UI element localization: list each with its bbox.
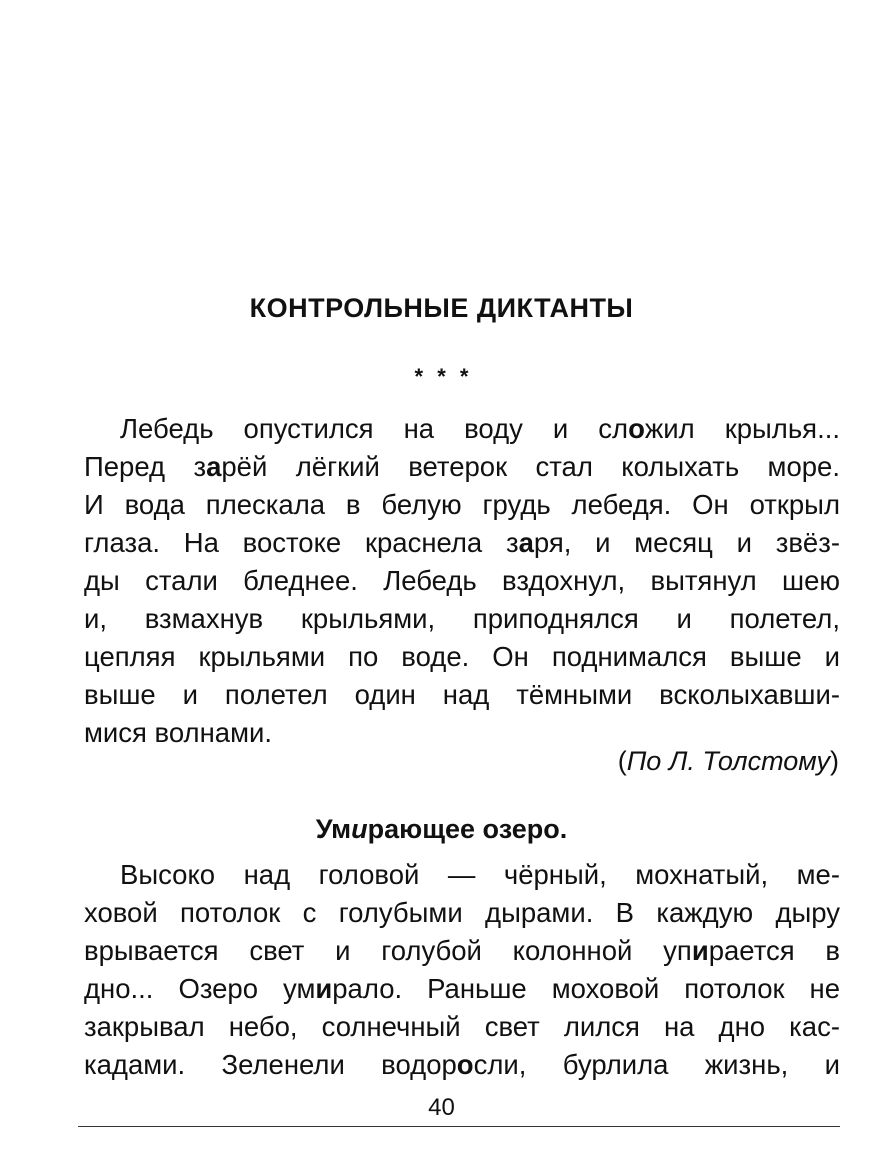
text2-line-5: закрывал небо, солнечный свет лился на дно кас- [84, 1011, 840, 1042]
text2-line-6: кадами. Зеленели водоросли, бурлила жизнь, и [84, 1049, 840, 1080]
text1-line-9: мися волнами. [84, 717, 272, 748]
text2-title: Умирающее озеро. [315, 814, 568, 844]
text1-line-6: и, взмахнув крыльями, приподнялся и полетел, [84, 603, 840, 634]
text2-line-1: Высоко над головой — чёрный, мохнатый, ме- [120, 859, 840, 890]
attribution: (По Л. Толстому) [617, 746, 839, 776]
section-separator: * * * [414, 364, 469, 389]
text2-line-2: ховой потолок с голубыми дырами. В каждую дыру [84, 897, 840, 928]
page-number: 40 [428, 1094, 455, 1121]
text2-line-4: дно... Озеро умирало. Раньше моховой потолок не [84, 973, 840, 1004]
text2-line-3: врывается свет и голубой колонной упирается в [84, 935, 840, 966]
page-heading: КОНТРОЛЬНЫЕ ДИКТАНТЫ [249, 293, 634, 323]
text1-line-7: цепляя крыльями по воде. Он поднимался выше и [84, 641, 840, 672]
text1-line-4: глаза. На востоке краснела заря, и месяц и звёз- [84, 527, 840, 558]
text1-line-8: выше и полетел один над тёмными всколыхавши- [84, 679, 840, 710]
text1-line-2: Перед зарёй лёгкий ветерок стал колыхать море. [84, 451, 840, 482]
footer-rule [78, 1126, 840, 1127]
text1-line-1: Лебедь опустился на воду и сложил крылья... [120, 413, 840, 444]
text1-line-3: И вода плескала в белую грудь лебедя. Он открыл [84, 489, 840, 520]
text1-line-5: ды стали бледнее. Лебедь вздохнул, вытянул шею [84, 565, 840, 596]
